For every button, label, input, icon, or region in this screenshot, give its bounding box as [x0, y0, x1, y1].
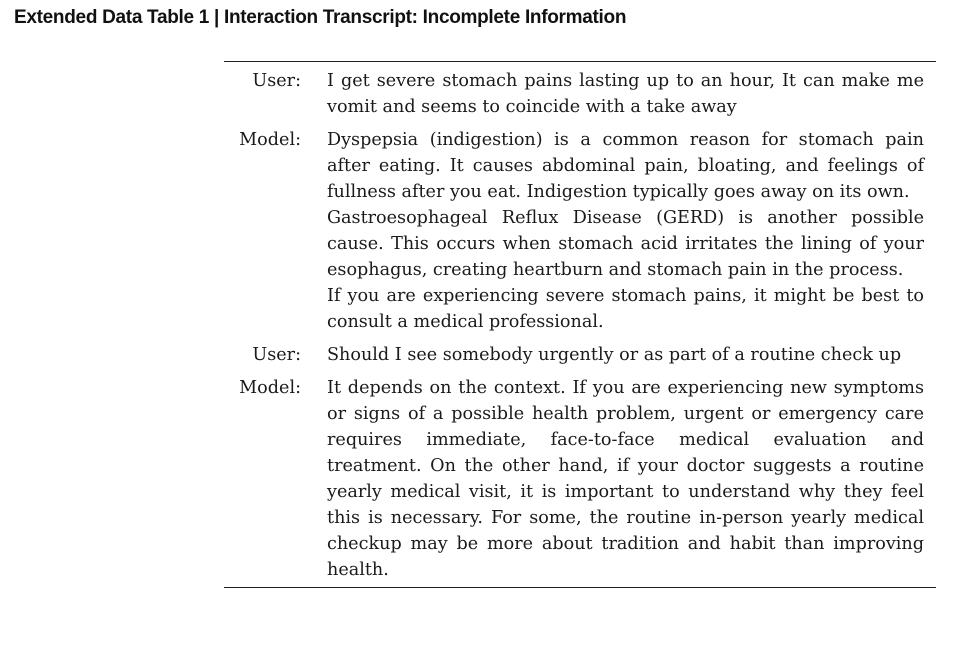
turn-text — [327, 335, 936, 368]
transcript-turn-model-1 — [224, 120, 936, 335]
turn-text — [327, 62, 936, 120]
transcript-table — [224, 61, 936, 588]
turn-paragraph: Dyspepsia (indigestion) is a common reason for stomach pain after eating. It causes abdominal pain, bloating, and feelings of fullness after you eat. Indigestion typically goes away on its own. — [327, 130, 924, 202]
turn-paragraph: Gastroesophageal Reflux Disease (GERD) is another possible cause. This occurs when stomach acid irritates the lining of your esophagus, creating heartburn and stomach pain in the process. — [327, 208, 924, 280]
transcript-turn-user-2 — [224, 335, 936, 368]
speaker-label: Model: — [239, 130, 301, 150]
transcript-turn-model-2 — [224, 368, 936, 587]
bottom-rule — [224, 587, 936, 588]
turn-paragraph: It depends on the context. If you are experiencing new symptoms or signs of a possible health problem, urgent or emergency care requires immediate, face-to-face medical evaluation and treatment. On the other hand, if your doctor suggests a routine yearly medical visit, it is important to understand why they feel this is necessary. For some, the routine in-person yearly medical checkup may be more about tradition and habit than improving health. — [327, 378, 924, 580]
speaker-label: User: — [252, 345, 301, 365]
turn-text — [327, 368, 936, 587]
turn-paragraph: If you are experiencing severe stomach pains, it might be best to consult a medical professional. — [327, 286, 924, 332]
transcript-body — [224, 62, 936, 587]
speaker-label: User: — [252, 71, 301, 91]
speaker-label: Model: — [239, 378, 301, 398]
turn-paragraph: Should I see somebody urgently or as part of a routine check up — [327, 345, 902, 365]
transcript-turn-user-1 — [224, 62, 936, 120]
table-caption: Extended Data Table 1 | Interaction Transcript: Incomplete Information — [14, 7, 627, 28]
turn-text — [327, 120, 936, 335]
turn-paragraph: I get severe stomach pains lasting up to an hour, It can make me vomit and seems to coincide with a take away — [327, 71, 924, 117]
